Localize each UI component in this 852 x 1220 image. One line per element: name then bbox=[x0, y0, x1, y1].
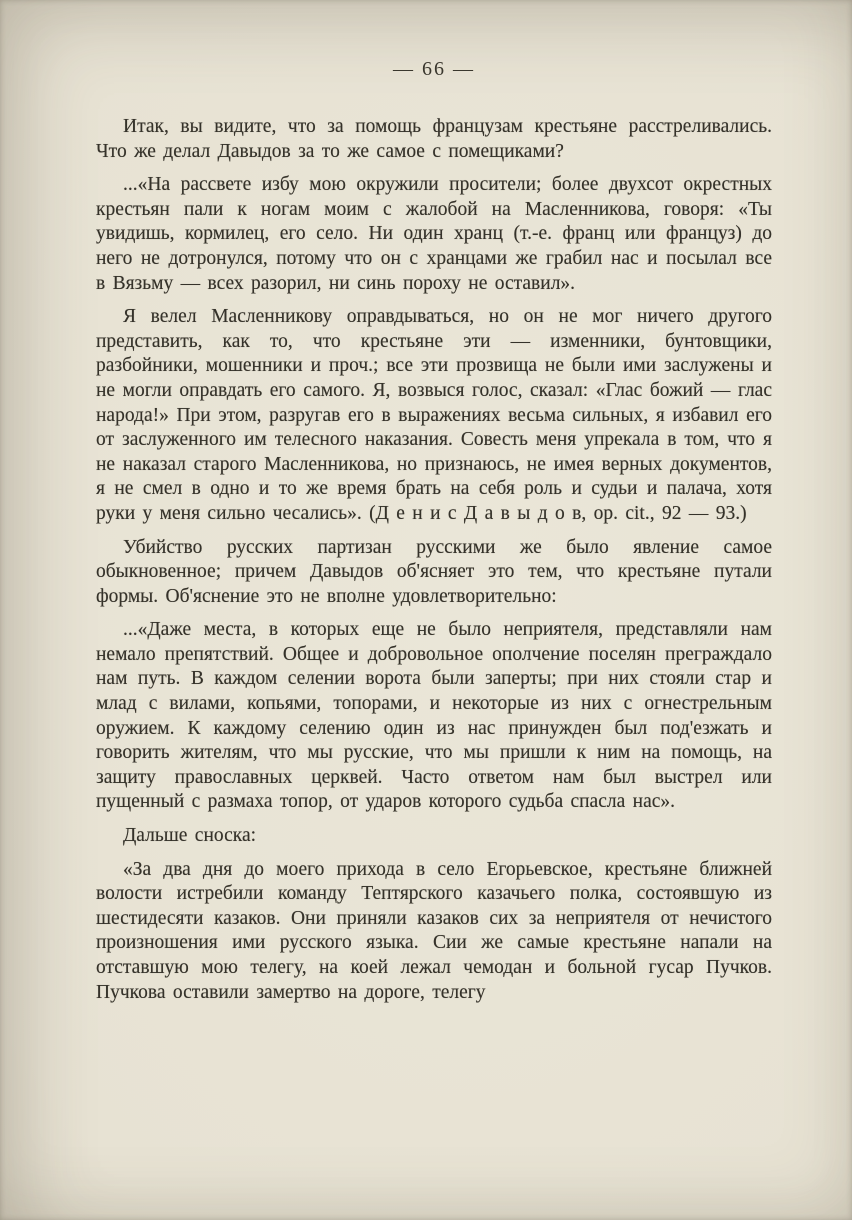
paragraph: ...«На рассвете избу мою окружили просители; более двухсот окрестных крестьян пали к ногам моим с жалобой на Масленникова, говоря: «Ты увидишь, кормилец, его село. Ни один хранц (т.-е. франц или француз) до него не дотронулся, потому что он с хранцами же грабил нас и посылал все в Вязьму — всех разорил, ни синь пороху не оставил». bbox=[96, 174, 772, 294]
text-block bbox=[96, 115, 772, 1005]
page-number: — 66 — bbox=[393, 58, 475, 80]
paragraph: Я велел Масленникову оправдываться, но он не мог ничего другого представить, как то, что крестьяне эти — изменники, бунтовщики, разбойники, мошенники и проч.; все эти прозвища не были ими заслужены и не могли оправдать его самого. Я, возвыся голос, сказал: «Глас божий — глас народа!» При этом, разругав его в выражениях весьма сильных, я избавил его от заслуженного им телесного наказания. Совесть меня упрекала в том, что я не наказал старого Масленникова, но признаюсь, не имея верных документов, я не смел в одно и то же время брать на себя роль и судьи и палача, хотя руки у меня сильно чесались». (Д е н и с Д а в ы д о в, op. cit., 92 — 93.) bbox=[96, 306, 772, 524]
paragraph: Итак, вы видите, что за помощь французам крестьяне расстреливались. Что же делал Давыдов за то же самое с помещиками? bbox=[96, 116, 772, 162]
paragraph: Дальше сноска: bbox=[123, 825, 257, 847]
paragraph: ...«Даже места, в которых еще не было неприятеля, представляли нам немало препятствий. Общее и добровольное ополчение поселян преграждало нам путь. В каждом селении ворота были заперты; при них стояли стар и млад с вилами, копьями, топорами, и некоторые из них с огнестрельным оружием. К каждому селению один из нас принужден был под'езжать и говорить жителям, что мы русские, что мы пришли к ним на помощь, на защиту православных церквей. Часто ответом нам был выстрел или пущенный с размаха топор, от ударов которого судьба спасла нас». bbox=[96, 619, 772, 813]
paragraph: «За два дня до моего прихода в село Егорьевское, крестьяне ближней волости истребили команду Тептярского казачьего полка, состоявшую из шестидесяти казаков. Они приняли казаков сих за неприятеля от нечистого произношения ими русского языка. Сии же самые крестьяне напали на отставшую мою телегу, на коей лежал чемодан и больной гусар Пучков. Пучкова оставили замертво на дороге, телегу bbox=[96, 858, 772, 1003]
paragraph: Убийство русских партизан русскими же было явление самое обыкновенное; причем Давыдов об'ясняет это тем, что крестьяне путали формы. Об'яснение это не вполне удовлетворительно: bbox=[96, 536, 772, 607]
